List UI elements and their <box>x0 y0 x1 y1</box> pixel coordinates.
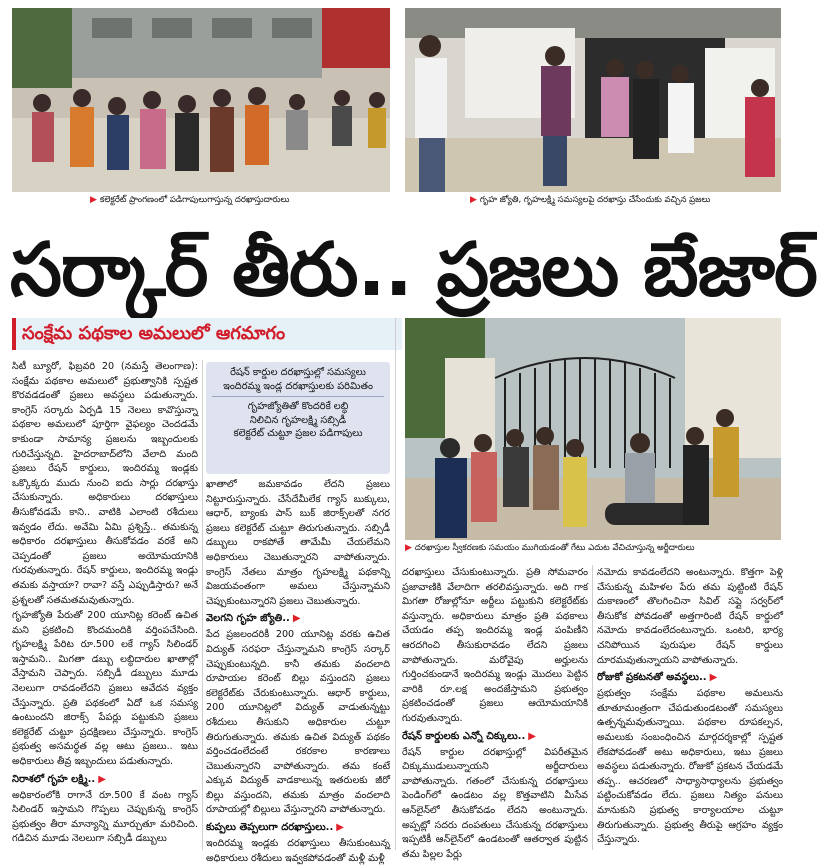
sub-headline-kicker: సంక్షేమ పథకాల అమలులో ఆగమాగం <box>12 318 402 350</box>
article-column-2 <box>206 478 390 864</box>
article-column-1 <box>12 360 198 852</box>
main-headline: సర్కార్ తీరు.. ప్రజలు బేజార్ <box>10 227 817 313</box>
article-column-4 <box>597 566 783 852</box>
highlight-line: ఇందిరమ్మ ఇండ్ల దరఖాస్తులకు పరిమితం <box>223 380 373 392</box>
article-column-3 <box>402 566 588 860</box>
red-triangle-icon: ▶ <box>98 773 106 785</box>
column1-paragraph: అధికారంలోకి రాగానే రూ.500 కే వంట గ్యాస్ సిలిండర్ ఇస్తామని గొప్పలు చెప్పుకున్న కాంగ్రెస్ ప్రభుత్వం తీరా మాన్యాన్ని మూర్చుతూ మరిచింది. గడిచిన మూడు నెలలుగా సబ్సిడీ డబ్బులు <box>12 789 198 845</box>
red-triangle-icon: ▶ <box>709 672 718 684</box>
column3-paragraph: రేషన్ కార్డుల దరఖాస్తుల్లో విపరీతమైన చిక్కుముడులున్నాయని అర్జీదారులు వాపోతున్నారు. గతంలో చేసుకున్న దరఖాస్తులు పెండింగ్‌లో ఉండటం వల్ల కొత్తవాటిని మీసేవ ఆన్‌లైన్‌లో తీసుకోవడం లేదని అంటున్నారు. అప్పట్లో సదరు దంపతులు చేసుకున్న దరఖాస్తులు ఇప్పటికీ ఆన్‌లైన్‌లో ఉండటంతో ఆతర్వాత పుట్టిన తమ పిల్లల పేర్లు <box>402 746 588 860</box>
photo2-caption: ▶ గృహ జ్యోతి, గృహలక్ష్మి సమస్యలపై దరఖాస్తు చేసేందుకు వచ్చిన ప్రజలు <box>470 195 711 205</box>
column4-paragraph: ప్రభుత్వం సంక్షేమ పథకాల అమలును తూతూమంత్రంగా చేపడుతుండటంతో సమస్యలు ఉత్పన్నమవుతున్నాయి. పథకాల రూపకల్పన, అమలుకు సంబంధించిన మార్గదర్శకాల్లో స్పష్టత లేకపోవడంతో అటు అధికారులు, ఇటు ప్రజలు అవస్థలు పడుతున్నారు. రోజుకో ప్రకటన చేయడమే తప్ప.. ఆచరణలో సాధ్యాసాధ్యాలను ప్రభుత్వం పట్టించుకోవడం లేదు. ప్రజలు నిత్యం పనులు మానుకుని ప్రభుత్వ కార్యాలయాల చుట్టూ తిరుగుతున్నారు. ప్రభుత్వ తీరుపై ఆగ్రహం వ్యక్తం చేస్తున్నారు. <box>597 688 783 846</box>
column2-paragraph: ఖాతాలో జమకావడం లేదని ప్రజలు నిట్టూరుస్తున్నారు. చేసేదేమీలేక గ్యాస్ బుక్కులు, ఆధార్, బ్యాంకు పాస్ బుక్ జిరాక్స్‌లతో నగర ప్రజలు కలెక్టరేట్ చుట్టూ తిరుగుతున్నారు. సబ్సిడీ డబ్బులు రాకపోతే తామేమీ చేయలేమని అధికారులు చెబుతున్నారని వాపోతున్నారు. కాంగ్రెస్ నేతలు మాత్రం గృహలక్ష్మి పథకాన్ని విజయవంతంగా అమలు చేస్తున్నామని చెప్పుకుంటున్నారని ప్రజలు చెబుతున్నారు. <box>206 479 390 607</box>
photo3-caption: ▶ దరఖాస్తుల స్వీకరణకు సమయం ముగియడంతో గేటు ఎదుట వేచిచూస్తున్న అర్జీదారులు <box>405 543 695 553</box>
column4-subhead: రోజుకో ప్రకటనతో అవస్థలు.. ▶ <box>597 672 718 684</box>
column2-subhead: కుప్పలు తెప్పలుగా దరఖాస్తులు.. ▶ <box>206 822 344 834</box>
highlight-line: కలెక్టరేట్ చుట్టూ ప్రజల పడిగాపులు <box>233 428 363 439</box>
highlights-box <box>206 362 390 474</box>
column4-paragraph: నమోదు కావడంలేదని అంటున్నారు. కొత్తగా పెళ్లి చేసుకున్న మహిళల పేరు తమ పుట్టింటి రేషన్ దుకాణంలో తొలగించినా సివిల్ సప్లై సర్వర్‌లో తీసుకోక పోవడంతో అత్తగారింటి రేషన్ కార్డులో నమోదు కావడంలేదంటున్నారు. ఒంటరి, భార్య చనిపోయిన పురుషుల రేషన్ కార్డులు దూరమవుతున్నాయని వాపోతున్నారు. <box>597 567 783 666</box>
highlight-line: నిలిచిన గృహలక్ష్మి సబ్సిడీ <box>249 414 347 426</box>
column1-paragraph: సిటీ బ్యూరో, ఫిబ్రవరి 20 (నమస్తే తెలంగాణ): సంక్షేమ పథకాల అమలులో ప్రభుత్వానికి స్పష్టత కొరవడడంతో ప్రజలు అవస్థలు పడుతున్నారు. కాంగ్రెస్ సర్కారు ఏర్పడి 15 నెలలు కావొస్తున్నా పథకాల అమలులో పూర్తిగా వైఫల్యం చెందడమే కాకుండా సామాన్య ప్రజలను ఇబ్బందులకు గురిచేస్తున్నది. హైదరాబాద్‌లోని వేలాది మంది ప్రజలు రేషన్ కార్డులు, ఇందిరమ్మ ఇండ్లకు ఒక్కొక్కరు ముదు నుంచి ఐదు సార్లు దరఖాస్తు చేసుకున్నారు. అధికారులు దరఖాస్తులు తీసుకోవడమే కాని.. వాటికి ఎలాంటి రశీదులు ఇవ్వడం లేదు. అవేమి ఏమి ప్రశ్నిస్తే.. తమకున్న అధికారం దరఖాస్తులు తీసుకోవడం వరకే అని చెప్పడంతో ప్రజలు అయోమయానికి గురవుతున్నారు. రేషన్ కార్డులు, ఇందిరమ్మ ఇండ్లు తమకు వస్తాయా? రావా? వస్తే ఎప్పుడిస్తారు? అనే ప్రశ్నలతో సతమతమవుతున్నారు. <box>12 361 198 606</box>
photo1-caption: ▶ కలెక్టరేట్ ప్రాంగణంలో పడిగాపులుగాస్తున్న దరఖాస్తుదారులు <box>90 195 290 205</box>
column3-paragraph: దరఖాస్తులు చేసుకుంటున్నారు. ప్రతి సోమవారం ప్రజావాణికి వేలాదిగా తరలివస్తున్నారు. అది గాక మిగతా రోజుల్లోనూ అర్జీలు పట్టుకుని కలెక్టరేట్‌కు వస్తున్నారు. అధికారులు మాత్రం ప్రతి పథకాలు చేయడం తప్ప ఇందిరమ్మ ఇండ్ల పంపిణీని ఆరదగించి తీసుకురావడం లేదని ప్రజలు వాపోతున్నారు. మరోవైపు అర్హులను గుర్తించకుండానే ఇందిరమ్మ ఇండ్లు మొదలు పెట్టిన వారికి రూ.లక్ష అందజేస్తామని ప్రభుత్వం ప్రకటించడంతో ప్రజలు ఆయోమయానికి గురవుతున్నారు. <box>402 567 588 724</box>
highlight-line: గృహజ్యోతితో కొందరికే లబ్ధి <box>247 401 349 412</box>
photo-crowd-collectorate <box>12 8 390 192</box>
column1-paragraph: గృహజ్యోతి పేరుతో 200 యూనిట్ల కరెంట్ ఉచిత మని ప్రకటించి కొందమందికి వర్తింపచేసింది. గృహలక్ష్మి పేరిట రూ.500 లకే గ్యాస్ సిలిండర్ ఇస్తామని.. మిగతా డబ్బు లబ్ధిదారుల ఖాతాల్లో వేస్తామని చెప్పారు. సబ్సిడీ డబ్బులు మూడు నెలలుగా రావడంలేదని ప్రజలు ఆవేదన వ్యక్తం చేస్తున్నారు. ప్రతి పథకంలో ఏదో ఒక సమస్య ఉంటుందని జిరాక్స్ పేపర్లు పట్టుకుని ప్రజలు కలెక్టరేట్ చుట్టూ ప్రదక్షిణలు చేస్తున్నారు. కాంగ్రెస్ ప్రభుత్వ అసమర్థత వల్ల ఆటు ప్రజలు.. ఇటు అధికారులు తీవ్ర ఇబ్బందులు పడుతున్నారు. <box>12 610 198 768</box>
column2-subhead: వెలగని గృహ జ్యోతి.. ▶ <box>206 613 301 625</box>
column2-paragraph: పేద ప్రజలందరికీ 200 యూనిట్ల వరకు ఉచిత విద్యుత్ సరఫరా చేస్తున్నామని కాంగ్రెస్ సర్కార్ చెప్పుకుంటున్నది. కానీ తమకు వందలాది రూపాయల కరెంట్ బిల్లు వస్తుందని ప్రజలు కలెక్టరేట్‌కు చేరుకుంటున్నారు. ఆధార్ కార్డులు, 200 యూనిట్లలో విద్యుత్ వాడుతున్నట్టు రశీదులు తీసుకుని అధికారుల చుట్టూ తిరుగుతున్నారు. తమకు ఉచిత విద్యుత్ పథకం వర్తించడంలేదంటే రకరకాల కారణాలు చెబుతున్నారని వాపోతున్నారు. తమ కంటే ఎక్కువ విద్యుత్ వాడకాలున్న ఇతరులకు జీరో బిల్లు వస్తుందని, తమకు మాత్రం వందలాది రూపాయల్లో బిల్లులు వేస్తున్నారని వాపోతున్నారు. <box>206 629 390 816</box>
column1-subhead: నిరాశలో గృహ లక్ష్మి.. ▶ <box>12 773 106 785</box>
photo-office-applicants <box>405 8 781 192</box>
column-divider <box>202 360 203 850</box>
highlight-line: రేషన్ కార్డుల దరఖాస్తుల్లో సమస్యలు <box>230 367 366 378</box>
column-divider <box>592 565 593 850</box>
column-divider <box>395 318 396 850</box>
column2-paragraph: ఇందిరమ్మ ఇండ్లకు దరఖాస్తులు తీసుకుంటున్న అధికారులు రశీదులు ఇవ్వకపోవడంతో మళ్లీ మళ్లీ <box>206 838 390 864</box>
red-triangle-icon: ▶ <box>90 195 97 205</box>
red-triangle-icon: ▶ <box>528 730 536 742</box>
red-triangle-icon: ▶ <box>336 822 344 834</box>
column3-subhead: రేషన్ కార్డులకు ఎన్నో చిక్కులు.. ▶ <box>402 730 536 742</box>
photo-gate-applicants <box>405 318 781 540</box>
red-triangle-icon: ▶ <box>292 613 301 625</box>
red-triangle-icon: ▶ <box>470 195 477 205</box>
highlight-separator <box>212 396 384 397</box>
red-triangle-icon: ▶ <box>405 543 412 553</box>
